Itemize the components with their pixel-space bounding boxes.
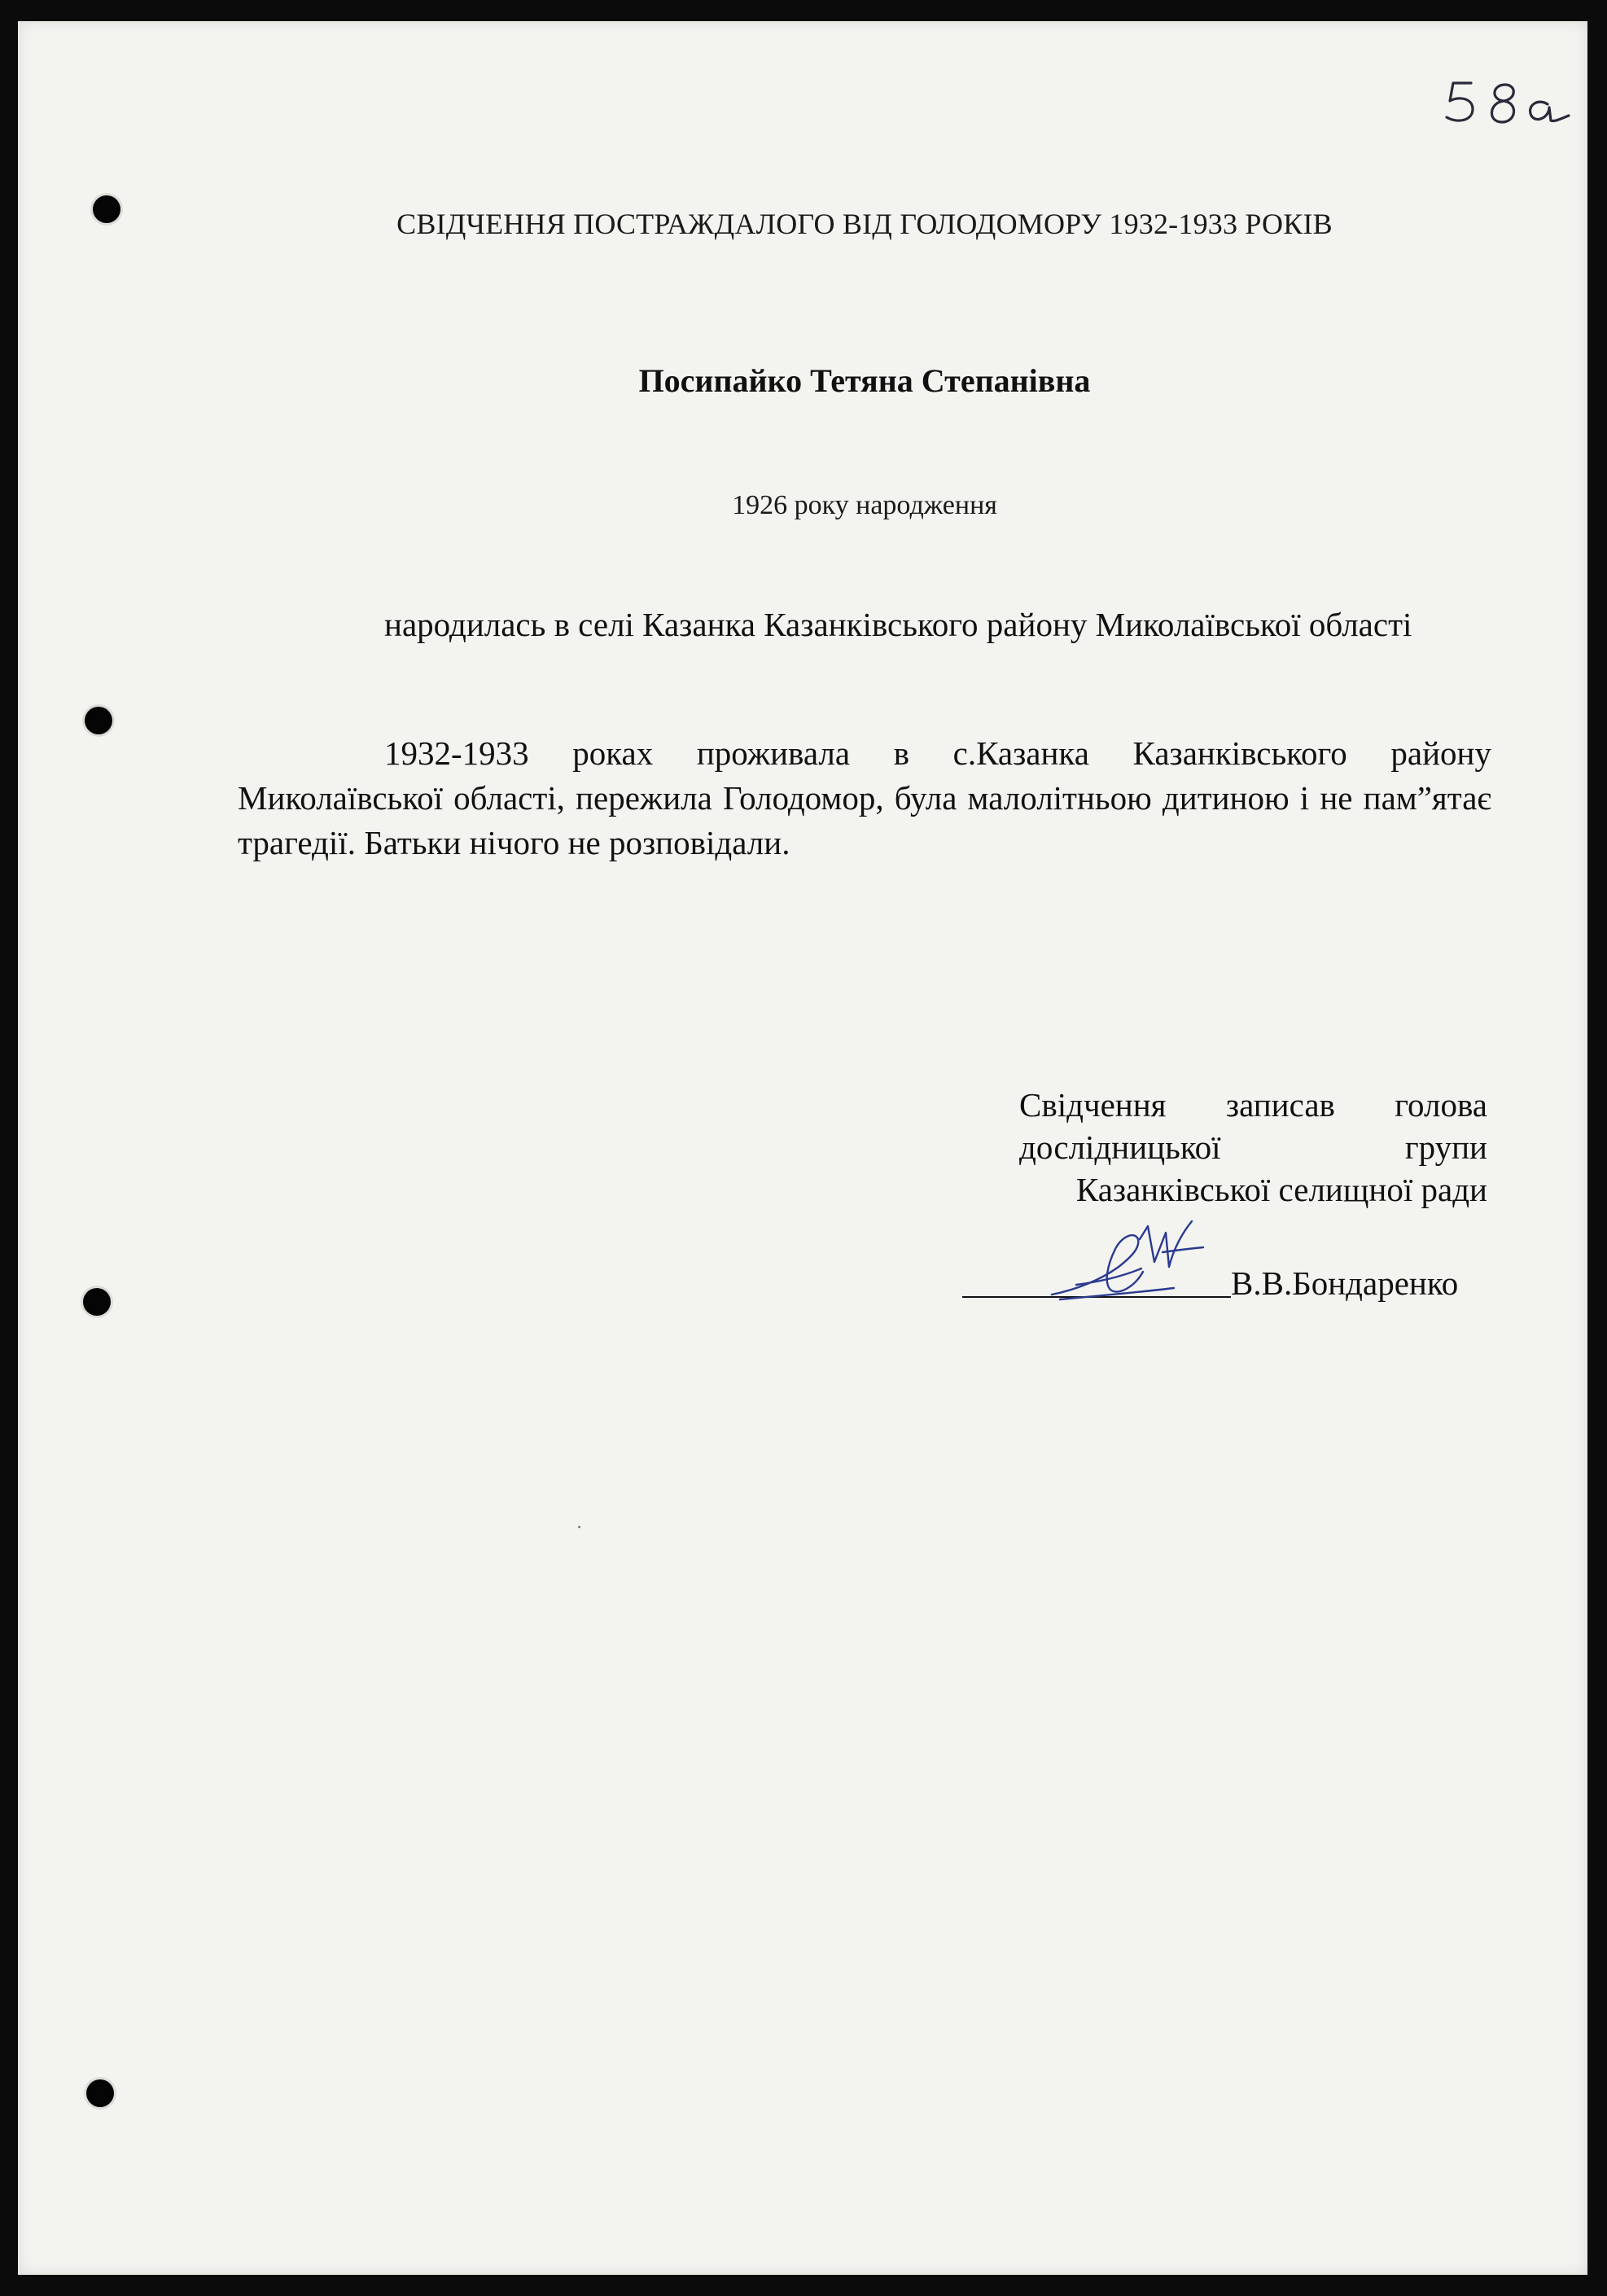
punch-hole <box>85 707 112 734</box>
testimony-text: народилась в селі Казанка Казанківського району Миколаївської області <box>384 606 1412 643</box>
punch-hole <box>86 2079 114 2107</box>
punch-hole <box>83 1288 111 1316</box>
handwritten-signature <box>1044 1215 1215 1312</box>
birth-year: 1926 року народження <box>732 490 997 520</box>
document-title: СВІДЧЕННЯ ПОСТРАЖДАЛОГО ВІД ГОЛОДОМОРУ 1932-1933 РОКІВ <box>396 208 1333 240</box>
archive-number-handwritten <box>1438 72 1585 137</box>
document-page <box>18 21 1587 2275</box>
recorder-line: Свідчення записав голова <box>1019 1086 1487 1124</box>
signer-name: В.В.Бондаренко <box>1231 1264 1459 1302</box>
testimony-paragraph <box>238 602 1491 647</box>
punch-hole <box>93 195 120 223</box>
signature-row <box>962 1251 1487 1308</box>
testimony-text: 1932-1933 роках проживала в с.Казанка Казанківського району Миколаївської області, пережила Голодомор, була малолітньою дитиною і не пам”ятає трагедії. Батьки нічого не розповідали. <box>238 734 1491 861</box>
recorder-block <box>1019 1084 1487 1211</box>
testimony-paragraph <box>238 731 1491 865</box>
witness-name: Посипайко Тетяна Степанівна <box>638 362 1091 399</box>
paper-speck <box>578 1526 580 1528</box>
recorder-line: Казанківської селищної ради <box>1075 1171 1487 1208</box>
recorder-line: дослідницької групи <box>1019 1128 1487 1166</box>
